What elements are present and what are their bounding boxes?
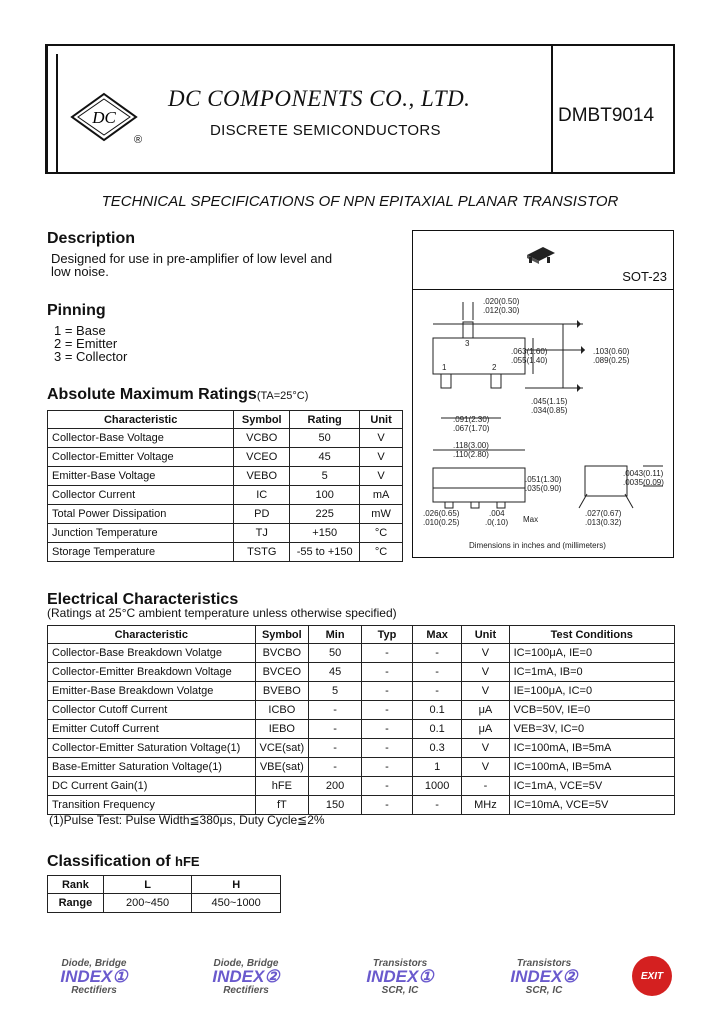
pinning-heading: Pinning (47, 302, 106, 319)
svg-text:1: 1 (442, 363, 447, 372)
ec-footnote: (1)Pulse Test: Pulse Width≦380μs, Duty Cycle≦2% (49, 813, 325, 827)
table-cell: 150 (309, 796, 362, 815)
table-cell: Transition Frequency (48, 796, 256, 815)
table-cell: IC (234, 486, 290, 505)
svg-text:.035(0.90): .035(0.90) (525, 484, 562, 493)
dimension-drawing (413, 290, 675, 558)
dimension-labels (423, 297, 664, 550)
svg-text:.118(3.00): .118(3.00) (453, 441, 489, 450)
svg-text:.0043(0.11): .0043(0.11) (623, 469, 664, 478)
table-cell: Collector-Emitter Voltage (48, 448, 234, 467)
table-cell: 5 (290, 467, 360, 486)
table-cell: VCB=50V, IE=0 (509, 701, 674, 720)
table-row (48, 876, 281, 894)
table-cell: hFE (255, 777, 309, 796)
footer-link-diode-index-2[interactable]: Diode, Bridge INDEX② Rectifiers (212, 958, 280, 996)
table-row (48, 894, 281, 913)
table-row (48, 701, 675, 720)
table-row (48, 644, 675, 663)
amr-col-header: Characteristic (48, 411, 234, 429)
table-cell: MHz (462, 796, 509, 815)
svg-text:.055(1.40): .055(1.40) (511, 356, 548, 365)
ec-heading: Electrical Characteristics (47, 591, 239, 608)
table-row (48, 467, 403, 486)
table-cell: - (362, 701, 413, 720)
svg-text:.012(0.30): .012(0.30) (483, 306, 520, 315)
table-cell: - (362, 682, 413, 701)
table-cell: V (462, 682, 509, 701)
header-box (45, 44, 675, 174)
table-cell: - (309, 758, 362, 777)
svg-text:.067(1.70): .067(1.70) (453, 424, 490, 433)
company-subtitle: DISCRETE SEMICONDUCTORS (210, 122, 441, 139)
table-cell: - (462, 777, 509, 796)
pin-3: 3 = Collector (54, 349, 128, 364)
table-cell: L (103, 876, 192, 894)
table-cell: Range (48, 894, 104, 913)
amr-heading: Absolute Maximum Ratings(TA=25°C) (47, 386, 309, 403)
table-cell: Collector-Base Breakdown Volatge (48, 644, 256, 663)
table-cell: mW (360, 505, 403, 524)
table-cell: μA (462, 720, 509, 739)
ec-note: (Ratings at 25°C ambient temperature unless otherwise specified) (47, 606, 397, 620)
table-cell: 200 (309, 777, 362, 796)
svg-text:.063(1.60): .063(1.60) (511, 347, 548, 356)
description-line-1: Designed for use in pre-amplifier of low level and (51, 251, 333, 266)
table-cell: fT (255, 796, 309, 815)
table-cell: Total Power Dissipation (48, 505, 234, 524)
table-cell: - (309, 739, 362, 758)
classification-heading: Classification of hFE (47, 853, 200, 870)
table-cell: - (362, 758, 413, 777)
svg-text:.051(1.30): .051(1.30) (525, 475, 562, 484)
table-cell: IC=100mA, IB=5mA (509, 758, 674, 777)
table-cell: IC=1mA, IB=0 (509, 663, 674, 682)
table-cell: DC Current Gain(1) (48, 777, 256, 796)
table-cell: 50 (309, 644, 362, 663)
table-cell: H (192, 876, 281, 894)
ec-col-header: Symbol (255, 626, 309, 644)
table-cell: VEB=3V, IC=0 (509, 720, 674, 739)
table-row (48, 796, 675, 815)
table-cell: BVEBO (255, 682, 309, 701)
table-cell: Junction Temperature (48, 524, 234, 543)
table-cell: 1000 (412, 777, 461, 796)
table-cell: Emitter-Base Voltage (48, 467, 234, 486)
table-cell: BVCBO (255, 644, 309, 663)
table-row (48, 663, 675, 682)
table-cell: 45 (309, 663, 362, 682)
table-cell: IC=100μA, IE=0 (509, 644, 674, 663)
svg-text:2: 2 (492, 363, 497, 372)
amr-col-header: Symbol (234, 411, 290, 429)
svg-text:.027(0.67): .027(0.67) (585, 509, 622, 518)
table-cell: 450~1000 (192, 894, 281, 913)
footer-link-transistor-index-1[interactable]: Transistors INDEX① SCR, IC (366, 958, 434, 996)
svg-text:Max: Max (523, 515, 539, 524)
table-cell: 100 (290, 486, 360, 505)
table-cell: 45 (290, 448, 360, 467)
table-row (48, 543, 403, 562)
svg-text:.045(1.15): .045(1.15) (531, 397, 568, 406)
table-cell: IC=100mA, IB=5mA (509, 739, 674, 758)
table-cell: Collector-Base Voltage (48, 429, 234, 448)
table-cell: - (412, 644, 461, 663)
footer-link-diode-index-1[interactable]: Diode, Bridge INDEX① Rectifiers (60, 958, 128, 996)
table-cell: - (362, 777, 413, 796)
table-cell: V (360, 467, 403, 486)
pin-2: 2 = Emitter (54, 336, 118, 351)
table-cell: 200~450 (103, 894, 192, 913)
table-row (48, 720, 675, 739)
table-row (48, 524, 403, 543)
svg-text:.089(0.25): .089(0.25) (593, 356, 630, 365)
svg-text:.110(2.80): .110(2.80) (453, 450, 489, 459)
table-cell: - (412, 796, 461, 815)
table-cell: TJ (234, 524, 290, 543)
table-cell: VCBO (234, 429, 290, 448)
table-cell: - (412, 682, 461, 701)
table-cell: mA (360, 486, 403, 505)
table-cell: VCEO (234, 448, 290, 467)
table-cell: V (462, 739, 509, 758)
table-cell: Emitter-Base Breakdown Volatge (48, 682, 256, 701)
table-row (48, 758, 675, 777)
table-cell: Collector-Emitter Saturation Voltage(1) (48, 739, 256, 758)
table-cell: - (362, 796, 413, 815)
description-heading: Description (47, 230, 136, 247)
svg-text:3: 3 (465, 339, 470, 348)
table-row (48, 505, 403, 524)
svg-text:.0035(0.09): .0035(0.09) (623, 478, 664, 487)
ec-col-header: Characteristic (48, 626, 256, 644)
table-cell: Collector Current (48, 486, 234, 505)
svg-text:Dimensions in inches and (mill: Dimensions in inches and (millimeters) (469, 541, 606, 550)
table-cell: Rank (48, 876, 104, 894)
table-cell: VCE(sat) (255, 739, 309, 758)
table-cell: - (362, 739, 413, 758)
table-cell: PD (234, 505, 290, 524)
table-cell: Base-Emitter Saturation Voltage(1) (48, 758, 256, 777)
sot23-chip-icon (523, 245, 559, 267)
footer-link-transistor-index-2[interactable]: Transistors INDEX② SCR, IC (510, 958, 578, 996)
package-drawing (412, 290, 674, 558)
table-row (48, 777, 675, 796)
table-cell: - (412, 663, 461, 682)
table-cell: IC=10mA, VCE=5V (509, 796, 674, 815)
table-row (48, 429, 403, 448)
table-cell: V (462, 663, 509, 682)
table-cell: °C (360, 524, 403, 543)
svg-text:.013(0.32): .013(0.32) (585, 518, 622, 527)
table-cell: V (462, 758, 509, 777)
ec-col-header: Max (412, 626, 461, 644)
ec-col-header: Test Conditions (509, 626, 674, 644)
package-box (412, 230, 674, 290)
table-cell: - (362, 644, 413, 663)
amr-col-header: Unit (360, 411, 403, 429)
table-cell: +150 (290, 524, 360, 543)
table-cell: 5 (309, 682, 362, 701)
svg-text:.091(2.30): .091(2.30) (453, 415, 490, 424)
description-line-2: low noise. (51, 264, 109, 279)
ec-col-header: Unit (462, 626, 509, 644)
table-cell: Collector Cutoff Current (48, 701, 256, 720)
table-cell: 0.1 (412, 720, 461, 739)
table-cell: 225 (290, 505, 360, 524)
table-cell: 0.1 (412, 701, 461, 720)
svg-text:.026(0.65): .026(0.65) (423, 509, 460, 518)
table-cell: VBE(sat) (255, 758, 309, 777)
table-cell: - (309, 701, 362, 720)
table-cell: ICBO (255, 701, 309, 720)
ec-col-header: Min (309, 626, 362, 644)
table-cell: TSTG (234, 543, 290, 562)
table-row (48, 682, 675, 701)
page-title: TECHNICAL SPECIFICATIONS OF NPN EPITAXIAL PLANAR TRANSISTOR (101, 193, 619, 210)
table-cell: -55 to +150 (290, 543, 360, 562)
table-cell: Storage Temperature (48, 543, 234, 562)
table-cell: Emitter Cutoff Current (48, 720, 256, 739)
table-cell: 50 (290, 429, 360, 448)
table-cell: - (362, 720, 413, 739)
table-cell: - (309, 720, 362, 739)
svg-text:DC: DC (92, 108, 116, 127)
table-cell: μA (462, 701, 509, 720)
table-cell: IE=100μA, IC=0 (509, 682, 674, 701)
table-cell: °C (360, 543, 403, 562)
table-cell: - (362, 663, 413, 682)
table-cell: 1 (412, 758, 461, 777)
pin-1: 1 = Base (54, 323, 106, 338)
table-row (48, 486, 403, 505)
amr-table (47, 410, 403, 562)
svg-text:.004: .004 (489, 509, 505, 518)
ec-table (47, 625, 675, 815)
svg-text:.020(0.50): .020(0.50) (483, 297, 520, 306)
table-cell: V (360, 448, 403, 467)
exit-button[interactable]: EXIT (632, 956, 672, 996)
registered-mark: ® (134, 134, 143, 146)
svg-text:.103(0.60): .103(0.60) (593, 347, 630, 356)
amr-col-header: Rating (290, 411, 360, 429)
table-cell: V (462, 644, 509, 663)
svg-text:.010(0.25): .010(0.25) (423, 518, 460, 527)
part-number: DMBT9014 (558, 105, 655, 126)
company-name: DC COMPONENTS CO., LTD. (168, 86, 471, 111)
table-cell: VEBO (234, 467, 290, 486)
table-row (48, 739, 675, 758)
package-name: SOT-23 (622, 269, 667, 284)
table-cell: 0.3 (412, 739, 461, 758)
ec-col-header: Typ (362, 626, 413, 644)
table-cell: IEBO (255, 720, 309, 739)
table-cell: BVCEO (255, 663, 309, 682)
table-row (48, 448, 403, 467)
classification-table (47, 875, 281, 913)
table-cell: Collector-Emitter Breakdown Voltage (48, 663, 256, 682)
table-cell: IC=1mA, VCE=5V (509, 777, 674, 796)
dc-logo-icon (70, 92, 138, 142)
svg-text:.0(.10): .0(.10) (485, 518, 509, 527)
svg-text:.034(0.85): .034(0.85) (531, 406, 568, 415)
table-cell: V (360, 429, 403, 448)
